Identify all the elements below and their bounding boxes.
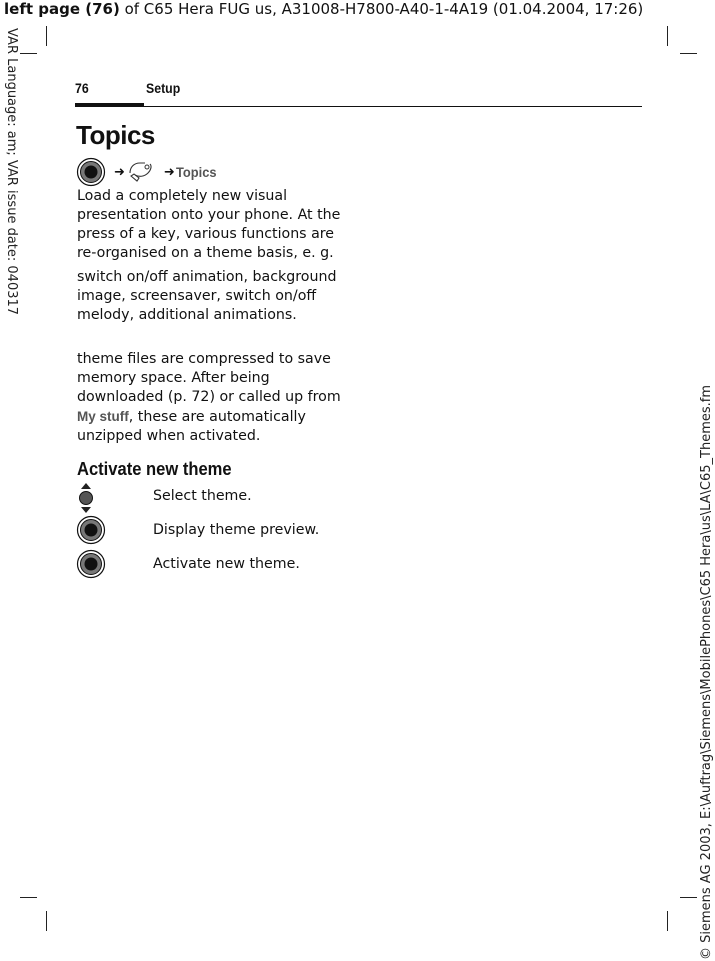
paragraph-compression [77, 350, 347, 446]
crop-mark-br-v [667, 911, 668, 931]
step-text-activate: Activate new theme. [153, 556, 300, 572]
file-path-note: © Siemens AG 2003, E:\Auftrag\Siemens\MobilePhones\C65 Hera\us\LA\C65_Themes.fm [699, 384, 714, 960]
crop-mark-tl-h [20, 53, 37, 54]
my-stuff-ref: My stuff [77, 409, 129, 424]
crop-mark-bl-h [20, 897, 37, 898]
header-rule-thin [144, 106, 642, 107]
setup-menu-icon [126, 159, 156, 185]
center-key-icon [76, 549, 106, 583]
center-key-icon [76, 515, 106, 549]
crop-mark-tr-v [667, 26, 668, 46]
path-label-topics: Topics [175, 164, 217, 180]
header-rule-thick [75, 103, 144, 107]
crop-mark-tr-h [680, 53, 697, 54]
paragraph-examples: switch on/off animation, background image, screensaver, switch on/off melody, additional animations. [77, 269, 337, 323]
print-header-page: left page (76) [4, 0, 120, 18]
center-key-icon [76, 157, 106, 187]
crop-mark-br-h [680, 897, 697, 898]
running-title: Setup [146, 80, 181, 96]
step-text-select: Select theme. [153, 488, 252, 504]
menu-path [76, 157, 220, 187]
paragraph-compression-start: theme files are compressed to save memory space. After being downloaded (p. 72) or called up from [77, 351, 341, 405]
navigation-key-icon [76, 482, 96, 518]
paragraph-compression-end: , these are automatically unzipped when activated. [77, 409, 306, 444]
path-arrow-2: ➜ [163, 164, 175, 180]
print-header-details: of C65 Hera FUG us, A31008-H7800-A40-1-4A19 (01.04.2004, 17:26) [119, 0, 644, 18]
subsection-title: Activate new theme [77, 459, 232, 479]
crop-mark-bl-v [46, 911, 47, 931]
path-arrow: ➜ [114, 164, 125, 180]
var-language-note: VAR Language: am; VAR issue date: 040317 [4, 28, 19, 316]
print-job-header [4, 0, 643, 18]
section-title: Topics [76, 120, 155, 150]
step-text-preview: Display theme preview. [153, 522, 320, 538]
crop-mark-tl-v [46, 26, 47, 46]
page-number: 76 [75, 80, 89, 96]
paragraph-intro: Load a completely new visual presentation onto your phone. At the press of a key, various functions are re-organised on a theme basis, e. g. [77, 188, 341, 261]
